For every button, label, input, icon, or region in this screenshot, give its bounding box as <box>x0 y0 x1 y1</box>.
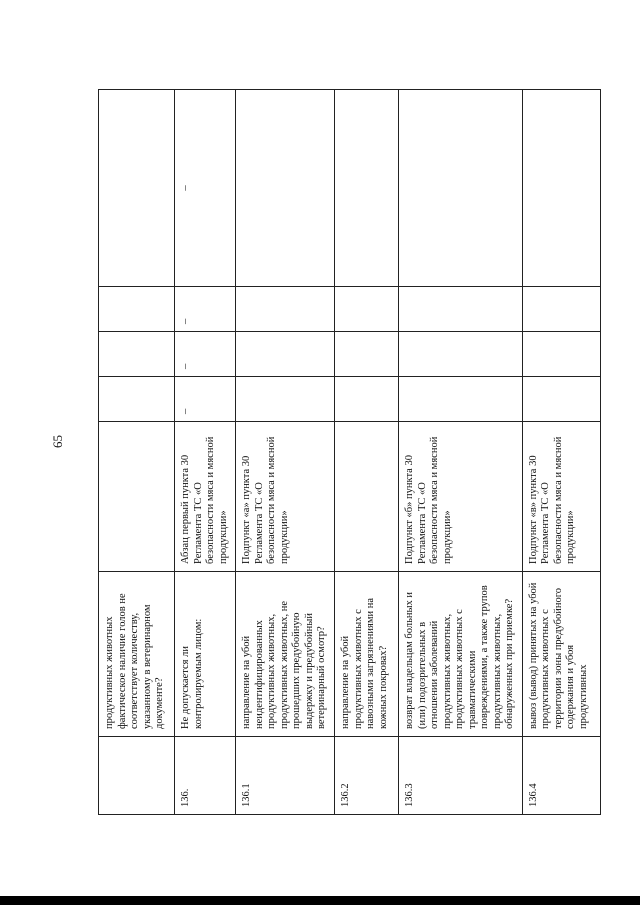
reference-cell: Подпункт «в» пункта 30 Регламента ТС «О безопасности мяса и мясной продукции» <box>522 422 600 572</box>
answer-cell-b <box>399 332 523 377</box>
answer-cell-c <box>522 287 600 332</box>
answer-cell-a <box>236 377 335 422</box>
answer-cell-c <box>236 287 335 332</box>
answer-cell-c: – <box>175 287 236 332</box>
row-number: 136.3 <box>399 737 523 815</box>
question-cell: продуктивных животных фактическое наличие голов не соответствует количеству, указанному в ветеринарном документе? <box>99 572 175 737</box>
row-number: 136. <box>175 737 236 815</box>
question-cell: возврат владельцам больных и (или) подозрительных в отношении заболеваний продуктивных животных, продуктивных животных с травматическими повреждениями, а также трупов продуктивных животных, обнаруженных при приемке? <box>399 572 523 737</box>
page-number: 65 <box>50 435 65 448</box>
note-cell <box>99 90 175 287</box>
note-cell: – <box>175 90 236 287</box>
question-cell: вывоз (вывод) принятых на убой продуктивных животных с территории зоны предубойного содержания и убоя продуктивных <box>522 572 600 737</box>
table-row <box>335 90 399 815</box>
table-row <box>522 90 600 815</box>
table-row <box>175 90 236 815</box>
reference-cell <box>99 422 175 572</box>
reference-cell <box>335 422 399 572</box>
checklist-table <box>98 89 601 815</box>
answer-cell-c <box>399 287 523 332</box>
row-number: 136.1 <box>236 737 335 815</box>
table-row <box>99 90 175 815</box>
question-cell: Не допускается ли контролируемым лицом: <box>175 572 236 737</box>
question-cell: направление на убой неидентифицированных продуктивных животных, продуктивных животных, не прошедших предубойную выдержку и предубойный ветеринарный осмотр? <box>236 572 335 737</box>
reference-cell: Подпункт «а» пункта 30 Регламента ТС «О безопасности мяса и мясной продукции» <box>236 422 335 572</box>
answer-cell-c <box>99 287 175 332</box>
note-cell <box>522 90 600 287</box>
note-cell <box>399 90 523 287</box>
row-number: 136.2 <box>335 737 399 815</box>
row-number <box>99 737 175 815</box>
table-row <box>236 90 335 815</box>
table-row <box>399 90 523 815</box>
answer-cell-a <box>522 377 600 422</box>
answer-cell-a <box>399 377 523 422</box>
question-cell: направление на убой продуктивных животных с навозными загрязнениями на кожных покровах? <box>335 572 399 737</box>
reference-cell: Подпункт «б» пункта 30 Регламента ТС «О безопасности мяса и мясной продукции» <box>399 422 523 572</box>
answer-cell-a <box>335 377 399 422</box>
answer-cell-b <box>522 332 600 377</box>
note-cell <box>236 90 335 287</box>
reference-cell: Абзац первый пункта 30 Регламента ТС «О безопасности мяса и мясной продукции» <box>175 422 236 572</box>
answer-cell-b: – <box>175 332 236 377</box>
answer-cell-b <box>99 332 175 377</box>
answer-cell-c <box>335 287 399 332</box>
scan-edge-bar <box>0 896 640 905</box>
answer-cell-a: – <box>175 377 236 422</box>
answer-cell-a <box>99 377 175 422</box>
rotated-table-wrapper <box>98 90 589 815</box>
answer-cell-b <box>236 332 335 377</box>
note-cell <box>335 90 399 287</box>
answer-cell-b <box>335 332 399 377</box>
row-number: 136.4 <box>522 737 600 815</box>
